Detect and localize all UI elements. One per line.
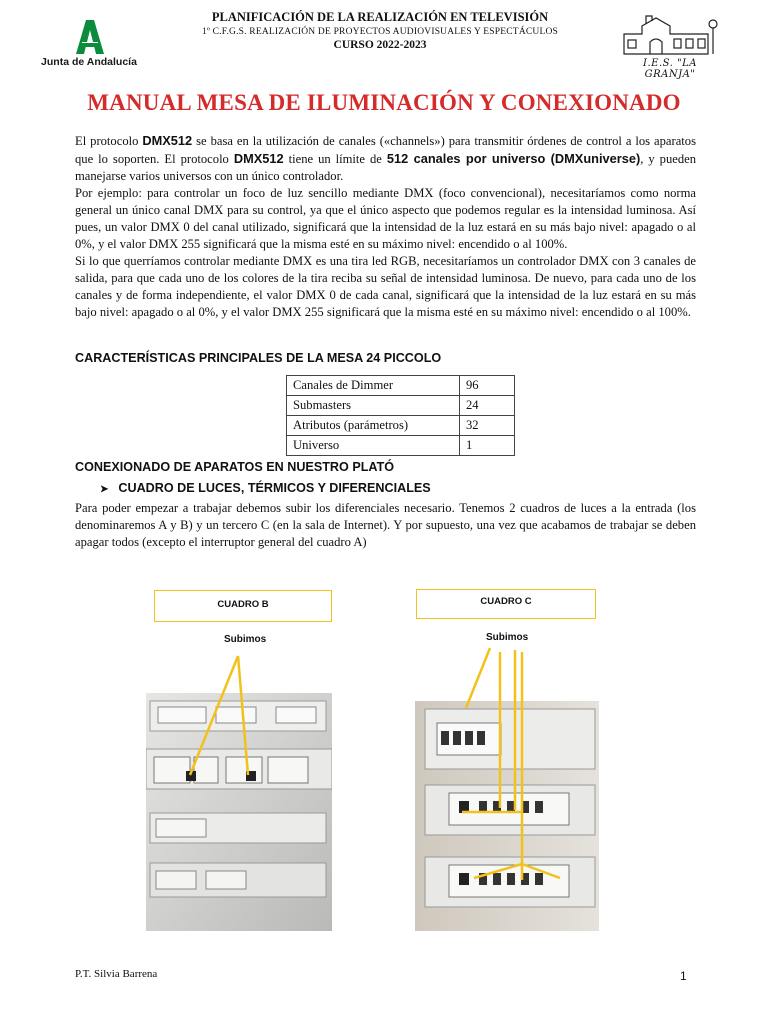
spec-key: Atributos (parámetros)	[287, 416, 460, 436]
arrow-line-c-1	[466, 648, 490, 708]
subimos-label-c: Subimos	[486, 632, 529, 643]
intro-paragraph-2: Por ejemplo: para controlar un foco de luz sencillo mediante DMX (foco convencional), necesitaríamos como norma general un único canal DMX para su control, ya que el único aspecto que podemos regular es la intensidad luminosa. Así pues, un valor DMX 0 del canal utilizado, significará que la intensidad de la luz estará en su más bajo nivel: apagado o al 0%, y el valor DMX 255 significará que la misma esté en su máximo nivel: encendido o al 100%.	[75, 186, 696, 251]
p1-dmx512-b: DMX512	[233, 151, 284, 166]
header-line-2: 1º C.F.G.S. REALIZACIÓN DE PROYECTOS AUDIOVISUALES Y ESPECTÁCULOS	[201, 27, 559, 37]
arrow-line-c-7	[522, 864, 560, 878]
p1-text-g: , y pueden manejarse varios universos con un único controlador.	[75, 152, 697, 183]
arrow-line-c-6	[474, 864, 522, 878]
logo-left-text: Junta de Andalucía	[41, 56, 137, 68]
spec-value: 1	[460, 436, 515, 456]
p1-channels-limit: 512 canales por universo (DMXuniverse)	[386, 151, 641, 166]
cuadro-b-label: CUADRO B	[154, 590, 332, 622]
arrowhead-bullet-icon: ➤	[100, 484, 109, 495]
spec-key: Canales de Dimmer	[287, 376, 460, 396]
p1-text-a: El protocolo	[75, 134, 143, 148]
logo-right-text: I.E.S. "LA GRANJA"	[643, 58, 697, 80]
arrow-line-b-right	[238, 656, 248, 775]
footer-author: P.T. Silvia Barrena	[75, 968, 158, 980]
section-heading-connections: CONEXIONADO DE APARATOS EN NUESTRO PLATÓ	[75, 460, 395, 474]
header-line-1: PLANIFICACIÓN DE LA REALIZACIÓN EN TELEVISIÓN	[211, 10, 549, 24]
page-title: MANUAL MESA DE ILUMINACIÓN Y CONEXIONADO	[87, 90, 681, 115]
header-line-3: CURSO 2022-2023	[333, 39, 427, 51]
page-number: 1	[680, 969, 687, 983]
p1-dmx512-a: DMX512	[142, 133, 193, 148]
panels-paragraph: Para poder empezar a trabajar debemos subir los diferenciales necesario. Tenemos 2 cuadros de luces a la entrada (los denominaremos A y B) y un tercero C (en la sala de Internet). Y por supuesto, una vez que acabamos de trabajar se deben apagar todos (excepto el interruptor general del cuadro A)	[75, 501, 696, 549]
p1-text-c: se basa en la utilización de canales («channels») para transmitir órdenes de control a los aparatos que lo soporten. El protocolo	[75, 134, 696, 166]
spec-value: 24	[460, 396, 515, 416]
subsection-title: CUADRO DE LUCES, TÉRMICOS Y DIFERENCIALES	[118, 481, 431, 495]
spec-value: 32	[460, 416, 515, 436]
subimos-label-b: Subimos	[224, 634, 267, 645]
intro-paragraph-3: Si lo que querríamos controlar mediante DMX es una tira led RGB, necesitaríamos un controlador DMX con 3 canales de salida, para que cada uno de los colores de la tira reciba su señal de intensidad luminosa. De nuevo, para cada uno de los canales y de forma independiente, el valor DMX 0 de cada canal, significará que la intensidad de la luz estará en su más bajo nivel: apagado o al 0%, y el valor DMX 255 significará que la misma esté en su máximo nivel: encendido o al 100%.	[75, 254, 696, 319]
arrow-line-b-left	[190, 656, 238, 775]
section-heading-characteristics: CARACTERÍSTICAS PRINCIPALES DE LA MESA 24 PICCOLO	[75, 351, 442, 365]
spec-value: 96	[460, 376, 515, 396]
spec-key: Universo	[287, 436, 460, 456]
cuadro-c-label: CUADRO C	[416, 589, 596, 619]
spec-key: Submasters	[287, 396, 460, 416]
p1-text-e: tiene un límite de	[283, 152, 387, 166]
